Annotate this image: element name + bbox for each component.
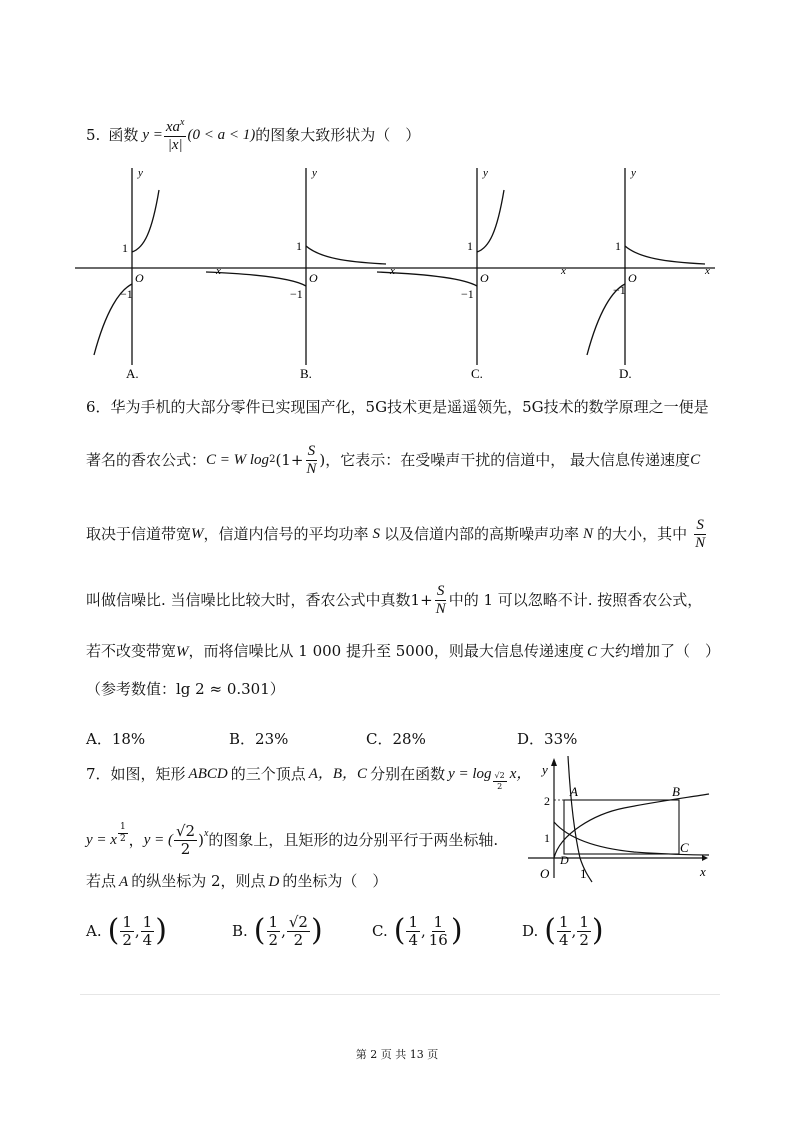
q6-line3-pre: 取决于信道带宽: [86, 524, 192, 543]
q5-condition: (0 < a < 1): [187, 126, 256, 143]
q7-tick-x1: 1: [580, 866, 587, 881]
q5-graph-b-tick-neg: −1: [290, 287, 303, 301]
q7-option-c[interactable]: C. ( $\frac{1}{4}$ , $\frac{1}{16}$ ): [372, 912, 463, 949]
q5-graph-b-y-label: y: [312, 167, 317, 179]
q5-formula-fraction: $\frac{xa^x}{|x|}$: [165, 116, 185, 153]
q5-formula-lhs: y =: [142, 126, 163, 143]
q6-line3-mid1: ，信道内信号的平均功率: [203, 524, 369, 543]
q7-origin: O: [540, 866, 550, 881]
q7-label-d: D: [560, 853, 569, 867]
q7-y-label: y: [542, 762, 548, 777]
q6-line1: 6．华为手机的大部分零件已实现国产化，5G技术更是遥遥领先，5G技术的数学原理之一便是: [86, 398, 709, 416]
q6-line3-w: W: [191, 525, 204, 542]
q7-option-a-label: A.: [86, 922, 102, 940]
q6-line4-post: 中的 1 可以忽略不计. 按照香农公式，: [448, 590, 703, 609]
q7-points: A，B，C: [308, 765, 368, 782]
q7-option-c-label: C.: [372, 922, 388, 940]
q7-tick-y2: 2: [544, 794, 550, 808]
q7-tick-y1: 1: [544, 831, 550, 845]
q5-graph-c-origin: O: [480, 271, 489, 285]
q7-graph: [524, 752, 714, 884]
q6-line5-c: C: [586, 644, 597, 660]
q5-graph-a-y-label: y: [138, 167, 143, 179]
q5-graph-b-origin: O: [309, 271, 318, 285]
q5-graph-c-tick-neg: −1: [461, 287, 474, 301]
q7-line3-post: 的纵坐标为 2，则点: [131, 872, 266, 890]
q5-graph-d-tick-pos: 1: [615, 239, 621, 253]
q7-exp-fn: y = (: [143, 831, 173, 848]
q5-graph-d-y-label: y: [631, 167, 636, 179]
q6-line3-n: N: [583, 525, 594, 542]
q5-graph-a-x-label: x: [216, 265, 221, 277]
q5-graph-d-tick-neg: −1: [613, 283, 626, 297]
q7-line3-pre: 若点: [86, 872, 117, 890]
q7-line2-post: 的图象上，且矩形的边分别平行于两坐标轴.: [208, 830, 499, 849]
q7-log-fn: y = log: [448, 765, 492, 782]
q7-label-b: B: [672, 784, 680, 799]
q6-line5-w: W: [176, 644, 189, 660]
q5-graph-a: [94, 167, 221, 381]
q5-graph-c-label: C.: [471, 366, 483, 381]
q7-line1-mid: 的三个顶点: [230, 764, 306, 783]
q6-line2-pre: 著名的香农公式：: [86, 450, 207, 469]
q6-line5: [86, 644, 720, 660]
q7-line1-mid2: 分别在函数: [370, 764, 446, 783]
q6-line5-mid: ，而将信噪比从 1 000 提升至 5000，则最大信息传递速度: [188, 642, 584, 660]
q7-abcd: ABCD: [188, 765, 228, 782]
q6-line4-one: 1+: [410, 590, 433, 609]
q5-graph-b-x-label: x: [390, 265, 395, 277]
q5-graph-a-curve-right: [132, 190, 159, 252]
q7-exp-power: x: [203, 828, 209, 839]
q7-log-base: $\frac{√2}{2}$: [494, 770, 505, 791]
q7-line1: [86, 754, 531, 794]
q7-exp-base: $\frac{√2}{2}$: [175, 821, 196, 858]
q5-graph-b-label: B.: [300, 366, 312, 381]
q7-label-c: C: [680, 840, 689, 855]
q5-graph-b-curve-left: [206, 272, 306, 286]
q6-reference: （参考数值：lg 2 ≈ 0.301）: [86, 680, 285, 698]
footer-divider: [80, 994, 720, 995]
q5-graph-a-tick-neg: −1: [120, 287, 133, 301]
q5-graph-d-label: D.: [619, 366, 632, 381]
q6-line3-fraction: $\frac{S}{N}$: [695, 516, 706, 551]
q5-graph-d-origin: O: [628, 271, 637, 285]
q6-paren-close: ): [319, 450, 326, 469]
q5-number: 5.: [86, 125, 101, 144]
q5-graph-c-tick-pos: 1: [467, 239, 473, 253]
q7-option-d[interactable]: D. ( $\frac{1}{4}$ , $\frac{1}{2}$ ): [522, 912, 604, 949]
q6-line3: [86, 512, 708, 556]
q6-line3-mid2: 以及信道内部的高斯噪声功率: [384, 524, 580, 543]
page-footer: 第 2 页 共 13 页: [355, 1048, 439, 1061]
q6-option-b[interactable]: B．23%: [229, 730, 289, 748]
q6-line4: [86, 578, 702, 622]
q7-log-x: x，: [509, 765, 532, 782]
q7-comma: ，: [128, 830, 144, 849]
q5-graph-b-tick-pos: 1: [296, 239, 302, 253]
q6-line5-post: 大约增加了（ ）: [599, 642, 720, 660]
q5-graph-d: [587, 167, 710, 381]
q6-option-d[interactable]: D．33%: [517, 730, 578, 748]
q5-graph-c-y-label: y: [483, 167, 488, 179]
q6-line4-fraction: $\frac{S}{N}$: [435, 582, 446, 617]
q6-line3-s: S: [372, 525, 381, 542]
q6-line2-post: ，它表示：在受噪声干扰的信道中， 最大信息传递速度: [325, 450, 691, 469]
q5-graph-c: [377, 167, 566, 381]
q5-graph-b: [206, 167, 395, 381]
q7-label-a: A: [570, 784, 578, 799]
q6-snr-fraction: $\frac{S}{N}$: [306, 442, 317, 477]
q7-option-b-label: B.: [232, 922, 248, 940]
q5-graphs: [70, 160, 720, 385]
q6-formula: C = W log: [206, 451, 270, 468]
q7-line3-end: 的坐标为（ ）: [282, 872, 388, 890]
q7-line2: y = x $\frac{1}{2}$ ， y = ( $\frac{√2}{2}$ ) $^x$ 的图象上，且矩形的边分别平行于两坐标轴.: [86, 821, 499, 858]
q5-graph-a-tick-pos: 1: [122, 241, 128, 255]
q5-graph-c-x-label: x: [561, 265, 566, 277]
q7-line1-pre: 7．如图，矩形: [86, 764, 186, 783]
q7-line3: [86, 874, 387, 890]
q5-graph-d-x-label: x: [705, 265, 710, 277]
q6-option-a[interactable]: A．18%: [86, 730, 146, 748]
q7-x-label: x: [700, 864, 706, 879]
q7-line3-a: A: [119, 874, 129, 890]
q7-line3-d: D: [268, 874, 280, 890]
q6-line5-pre: 若不改变带宽: [86, 642, 177, 660]
q6-line3-post: 的大小，其中: [597, 524, 688, 543]
q7-power-fn: y = x: [86, 831, 117, 848]
q6-line4-pre: 叫做信噪比. 当信噪比比较大时，香农公式中真数: [86, 590, 411, 609]
q5-graph-a-origin: O: [135, 271, 144, 285]
q5-graph-d-curve-right: [625, 246, 705, 264]
q5-graph-b-curve-right: [306, 246, 386, 264]
q6-line2-var: C: [690, 451, 701, 468]
q6-formula-sub: 2: [269, 454, 276, 465]
q7-option-b[interactable]: B. ( $\frac{1}{2}$ , $\frac{√2}{2}$ ): [232, 912, 323, 949]
q5-graph-a-label: A.: [126, 366, 139, 381]
q7-power-exponent: $\frac{1}{2}$: [119, 821, 126, 844]
q5-stem-pre: 函数: [108, 125, 139, 144]
q6-paren-open: (1+: [275, 450, 304, 469]
q7-log-curve: [568, 756, 592, 882]
q7-option-d-label: D.: [522, 922, 539, 940]
q6-option-c[interactable]: C．28%: [366, 730, 426, 748]
q7-option-a[interactable]: A. ( $\frac{1}{2}$ , $\frac{1}{4}$ ): [86, 912, 167, 949]
q6-line2: [86, 438, 700, 482]
q5-stem: [86, 112, 420, 158]
q5-graph-c-curve-right: [477, 190, 504, 252]
q5-stem-post: 的图象大致形状为（ ）: [255, 125, 421, 144]
